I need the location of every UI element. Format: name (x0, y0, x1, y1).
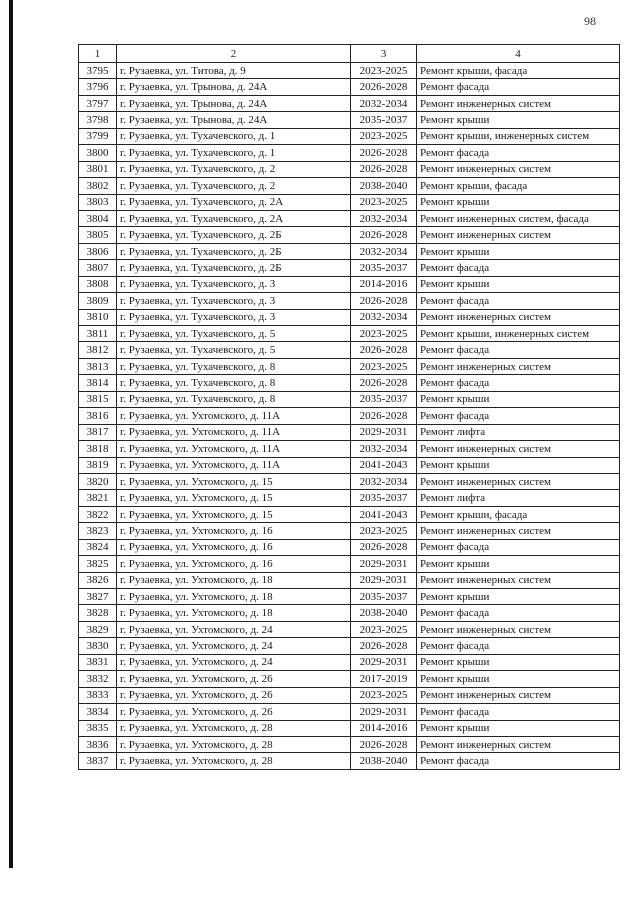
cell-work-type: Ремонт фасада (417, 145, 620, 161)
cell-work-type: Ремонт крыши (417, 276, 620, 292)
cell-period: 2041-2043 (351, 506, 417, 522)
cell-address: г. Рузаевка, ул. Тухачевского, д. 3 (117, 309, 351, 325)
cell-period: 2023-2025 (351, 63, 417, 79)
cell-work-type: Ремонт инженерных систем (417, 95, 620, 111)
cell-work-type: Ремонт инженерных систем (417, 473, 620, 489)
cell-row-number: 3807 (79, 260, 117, 276)
cell-address: г. Рузаевка, ул. Трынова, д. 24А (117, 95, 351, 111)
table-row (79, 556, 620, 572)
cell-work-type: Ремонт крыши (417, 457, 620, 473)
cell-address: г. Рузаевка, ул. Трынова, д. 24А (117, 112, 351, 128)
cell-address: г. Рузаевка, ул. Ухтомского, д. 11А (117, 424, 351, 440)
cell-period: 2023-2025 (351, 326, 417, 342)
cell-row-number: 3823 (79, 523, 117, 539)
cell-work-type: Ремонт инженерных систем (417, 687, 620, 703)
cell-address: г. Рузаевка, ул. Ухтомского, д. 24 (117, 621, 351, 637)
cell-period: 2014-2016 (351, 276, 417, 292)
cell-address: г. Рузаевка, ул. Ухтомского, д. 28 (117, 736, 351, 752)
cell-work-type: Ремонт фасада (417, 605, 620, 621)
table-row (79, 391, 620, 407)
cell-work-type: Ремонт крыши (417, 194, 620, 210)
cell-address: г. Рузаевка, ул. Тухачевского, д. 2А (117, 194, 351, 210)
cell-work-type: Ремонт фасада (417, 375, 620, 391)
table-row (79, 687, 620, 703)
cell-address: г. Рузаевка, ул. Ухтомского, д. 18 (117, 572, 351, 588)
cell-row-number: 3795 (79, 63, 117, 79)
cell-row-number: 3805 (79, 227, 117, 243)
cell-work-type: Ремонт крыши (417, 720, 620, 736)
table-row (79, 309, 620, 325)
cell-address: г. Рузаевка, ул. Тухачевского, д. 8 (117, 375, 351, 391)
cell-row-number: 3799 (79, 128, 117, 144)
column-header-number: 1 (79, 45, 117, 63)
cell-work-type: Ремонт инженерных систем (417, 572, 620, 588)
cell-row-number: 3814 (79, 375, 117, 391)
table-row (79, 79, 620, 95)
cell-work-type: Ремонт фасада (417, 704, 620, 720)
cell-address: г. Рузаевка, ул. Ухтомского, д. 11А (117, 408, 351, 424)
cell-period: 2035-2037 (351, 112, 417, 128)
cell-row-number: 3824 (79, 539, 117, 555)
table-row (79, 375, 620, 391)
cell-work-type: Ремонт фасада (417, 293, 620, 309)
cell-work-type: Ремонт инженерных систем, фасада (417, 210, 620, 226)
cell-row-number: 3827 (79, 589, 117, 605)
cell-row-number: 3828 (79, 605, 117, 621)
table-row (79, 490, 620, 506)
table-row (79, 441, 620, 457)
cell-period: 2014-2016 (351, 720, 417, 736)
cell-period: 2026-2028 (351, 638, 417, 654)
cell-period: 2032-2034 (351, 243, 417, 259)
cell-period: 2035-2037 (351, 391, 417, 407)
cell-address: г. Рузаевка, ул. Тухачевского, д. 2 (117, 178, 351, 194)
table-row (79, 63, 620, 79)
cell-period: 2026-2028 (351, 293, 417, 309)
table-row (79, 227, 620, 243)
table-row (79, 523, 620, 539)
cell-work-type: Ремонт фасада (417, 260, 620, 276)
cell-period: 2029-2031 (351, 424, 417, 440)
cell-row-number: 3835 (79, 720, 117, 736)
table-body (79, 63, 620, 770)
cell-address: г. Рузаевка, ул. Тухачевского, д. 8 (117, 391, 351, 407)
table-row (79, 326, 620, 342)
cell-address: г. Рузаевка, ул. Ухтомского, д. 24 (117, 654, 351, 670)
cell-address: г. Рузаевка, ул. Тухачевского, д. 2Б (117, 243, 351, 259)
cell-period: 2032-2034 (351, 309, 417, 325)
cell-work-type: Ремонт фасада (417, 408, 620, 424)
table-row (79, 654, 620, 670)
table-row (79, 178, 620, 194)
cell-period: 2035-2037 (351, 490, 417, 506)
cell-address: г. Рузаевка, ул. Ухтомского, д. 18 (117, 605, 351, 621)
cell-period: 2032-2034 (351, 95, 417, 111)
cell-row-number: 3822 (79, 506, 117, 522)
cell-period: 2023-2025 (351, 194, 417, 210)
cell-address: г. Рузаевка, ул. Ухтомского, д. 26 (117, 671, 351, 687)
cell-period: 2026-2028 (351, 408, 417, 424)
cell-period: 2029-2031 (351, 654, 417, 670)
cell-address: г. Рузаевка, ул. Тухачевского, д. 8 (117, 358, 351, 374)
cell-row-number: 3796 (79, 79, 117, 95)
cell-period: 2029-2031 (351, 572, 417, 588)
cell-address: г. Рузаевка, ул. Тухачевского, д. 2А (117, 210, 351, 226)
table-row (79, 145, 620, 161)
table-row (79, 128, 620, 144)
cell-address: г. Рузаевка, ул. Ухтомского, д. 15 (117, 490, 351, 506)
cell-work-type: Ремонт инженерных систем (417, 736, 620, 752)
table-row (79, 589, 620, 605)
cell-row-number: 3811 (79, 326, 117, 342)
table-row (79, 473, 620, 489)
cell-work-type: Ремонт крыши (417, 243, 620, 259)
cell-row-number: 3797 (79, 95, 117, 111)
cell-row-number: 3803 (79, 194, 117, 210)
cell-work-type: Ремонт крыши (417, 112, 620, 128)
cell-address: г. Рузаевка, ул. Ухтомского, д. 16 (117, 523, 351, 539)
cell-work-type: Ремонт крыши, фасада (417, 178, 620, 194)
cell-work-type: Ремонт инженерных систем (417, 161, 620, 177)
repair-schedule-table (78, 44, 620, 770)
cell-work-type: Ремонт инженерных систем (417, 523, 620, 539)
cell-row-number: 3825 (79, 556, 117, 572)
cell-work-type: Ремонт крыши (417, 556, 620, 572)
table-row (79, 95, 620, 111)
cell-work-type: Ремонт инженерных систем (417, 309, 620, 325)
cell-period: 2029-2031 (351, 704, 417, 720)
cell-work-type: Ремонт лифта (417, 490, 620, 506)
table-row (79, 424, 620, 440)
cell-work-type: Ремонт инженерных систем (417, 621, 620, 637)
cell-work-type: Ремонт инженерных систем (417, 227, 620, 243)
cell-period: 2026-2028 (351, 161, 417, 177)
cell-address: г. Рузаевка, ул. Ухтомского, д. 24 (117, 638, 351, 654)
cell-address: г. Рузаевка, ул. Ухтомского, д. 16 (117, 539, 351, 555)
table-row (79, 260, 620, 276)
cell-work-type: Ремонт крыши (417, 671, 620, 687)
cell-row-number: 3818 (79, 441, 117, 457)
table-row (79, 671, 620, 687)
cell-row-number: 3819 (79, 457, 117, 473)
cell-address: г. Рузаевка, ул. Тухачевского, д. 2 (117, 161, 351, 177)
cell-address: г. Рузаевка, ул. Ухтомского, д. 11А (117, 457, 351, 473)
cell-period: 2026-2028 (351, 736, 417, 752)
cell-period: 2017-2019 (351, 671, 417, 687)
cell-address: г. Рузаевка, ул. Тухачевского, д. 5 (117, 326, 351, 342)
cell-address: г. Рузаевка, ул. Ухтомского, д. 11А (117, 441, 351, 457)
cell-work-type: Ремонт фасада (417, 753, 620, 769)
cell-address: г. Рузаевка, ул. Ухтомского, д. 15 (117, 473, 351, 489)
table-row (79, 638, 620, 654)
cell-row-number: 3801 (79, 161, 117, 177)
cell-row-number: 3815 (79, 391, 117, 407)
table-row (79, 243, 620, 259)
cell-period: 2023-2025 (351, 687, 417, 703)
table-row (79, 358, 620, 374)
cell-work-type: Ремонт крыши, фасада (417, 63, 620, 79)
cell-period: 2026-2028 (351, 145, 417, 161)
cell-row-number: 3804 (79, 210, 117, 226)
cell-row-number: 3800 (79, 145, 117, 161)
table-row (79, 276, 620, 292)
cell-period: 2023-2025 (351, 128, 417, 144)
cell-address: г. Рузаевка, ул. Тухачевского, д. 2Б (117, 260, 351, 276)
table-row (79, 210, 620, 226)
table-row (79, 720, 620, 736)
table-row (79, 736, 620, 752)
cell-row-number: 3809 (79, 293, 117, 309)
cell-address: г. Рузаевка, ул. Ухтомского, д. 26 (117, 704, 351, 720)
cell-work-type: Ремонт фасада (417, 539, 620, 555)
cell-period: 2032-2034 (351, 210, 417, 226)
table-row (79, 194, 620, 210)
cell-period: 2035-2037 (351, 589, 417, 605)
cell-row-number: 3837 (79, 753, 117, 769)
cell-row-number: 3833 (79, 687, 117, 703)
table-row (79, 539, 620, 555)
cell-work-type: Ремонт фасада (417, 342, 620, 358)
cell-work-type: Ремонт крыши (417, 391, 620, 407)
cell-row-number: 3834 (79, 704, 117, 720)
cell-row-number: 3802 (79, 178, 117, 194)
table-row (79, 293, 620, 309)
cell-row-number: 3813 (79, 358, 117, 374)
table-row (79, 342, 620, 358)
cell-work-type: Ремонт крыши, инженерных систем (417, 128, 620, 144)
cell-work-type: Ремонт фасада (417, 79, 620, 95)
column-header-period: 3 (351, 45, 417, 63)
cell-address: г. Рузаевка, ул. Ухтомского, д. 15 (117, 506, 351, 522)
cell-period: 2041-2043 (351, 457, 417, 473)
cell-address: г. Рузаевка, ул. Тухачевского, д. 3 (117, 293, 351, 309)
table-row (79, 704, 620, 720)
cell-work-type: Ремонт крыши, фасада (417, 506, 620, 522)
cell-row-number: 3821 (79, 490, 117, 506)
cell-row-number: 3832 (79, 671, 117, 687)
cell-row-number: 3826 (79, 572, 117, 588)
table-row (79, 457, 620, 473)
cell-row-number: 3829 (79, 621, 117, 637)
table-row (79, 161, 620, 177)
page-number: 98 (584, 14, 596, 28)
cell-period: 2023-2025 (351, 523, 417, 539)
cell-row-number: 3812 (79, 342, 117, 358)
cell-row-number: 3817 (79, 424, 117, 440)
cell-row-number: 3798 (79, 112, 117, 128)
cell-period: 2038-2040 (351, 753, 417, 769)
cell-period: 2026-2028 (351, 539, 417, 555)
table-row (79, 506, 620, 522)
cell-row-number: 3820 (79, 473, 117, 489)
cell-address: г. Рузаевка, ул. Титова, д. 9 (117, 63, 351, 79)
cell-work-type: Ремонт крыши, инженерных систем (417, 326, 620, 342)
cell-period: 2023-2025 (351, 621, 417, 637)
table-row (79, 408, 620, 424)
cell-row-number: 3810 (79, 309, 117, 325)
cell-row-number: 3816 (79, 408, 117, 424)
table-header-row (79, 45, 620, 63)
cell-address: г. Рузаевка, ул. Ухтомского, д. 18 (117, 589, 351, 605)
cell-row-number: 3836 (79, 736, 117, 752)
cell-address: г. Рузаевка, ул. Тухачевского, д. 5 (117, 342, 351, 358)
cell-work-type: Ремонт крыши (417, 654, 620, 670)
cell-row-number: 3808 (79, 276, 117, 292)
cell-period: 2026-2028 (351, 227, 417, 243)
scan-edge-shadow (9, 0, 13, 868)
cell-period: 2029-2031 (351, 556, 417, 572)
column-header-address: 2 (117, 45, 351, 63)
cell-address: г. Рузаевка, ул. Ухтомского, д. 16 (117, 556, 351, 572)
cell-address: г. Рузаевка, ул. Трынова, д. 24А (117, 79, 351, 95)
cell-row-number: 3831 (79, 654, 117, 670)
table-row (79, 112, 620, 128)
column-header-work-type: 4 (417, 45, 620, 63)
table-row (79, 572, 620, 588)
cell-period: 2026-2028 (351, 79, 417, 95)
cell-address: г. Рузаевка, ул. Ухтомского, д. 26 (117, 687, 351, 703)
cell-period: 2038-2040 (351, 178, 417, 194)
cell-period: 2038-2040 (351, 605, 417, 621)
cell-address: г. Рузаевка, ул. Ухтомского, д. 28 (117, 753, 351, 769)
cell-work-type: Ремонт фасада (417, 638, 620, 654)
table-row (79, 753, 620, 769)
cell-period: 2023-2025 (351, 358, 417, 374)
table-row (79, 605, 620, 621)
cell-address: г. Рузаевка, ул. Тухачевского, д. 3 (117, 276, 351, 292)
cell-row-number: 3806 (79, 243, 117, 259)
cell-row-number: 3830 (79, 638, 117, 654)
cell-period: 2026-2028 (351, 342, 417, 358)
cell-work-type: Ремонт лифта (417, 424, 620, 440)
cell-period: 2032-2034 (351, 473, 417, 489)
cell-address: г. Рузаевка, ул. Ухтомского, д. 28 (117, 720, 351, 736)
table-row (79, 621, 620, 637)
cell-work-type: Ремонт инженерных систем (417, 358, 620, 374)
cell-address: г. Рузаевка, ул. Тухачевского, д. 1 (117, 128, 351, 144)
cell-period: 2032-2034 (351, 441, 417, 457)
cell-address: г. Рузаевка, ул. Тухачевского, д. 2Б (117, 227, 351, 243)
cell-period: 2035-2037 (351, 260, 417, 276)
cell-address: г. Рузаевка, ул. Тухачевского, д. 1 (117, 145, 351, 161)
cell-period: 2026-2028 (351, 375, 417, 391)
cell-work-type: Ремонт инженерных систем (417, 441, 620, 457)
cell-work-type: Ремонт крыши (417, 589, 620, 605)
